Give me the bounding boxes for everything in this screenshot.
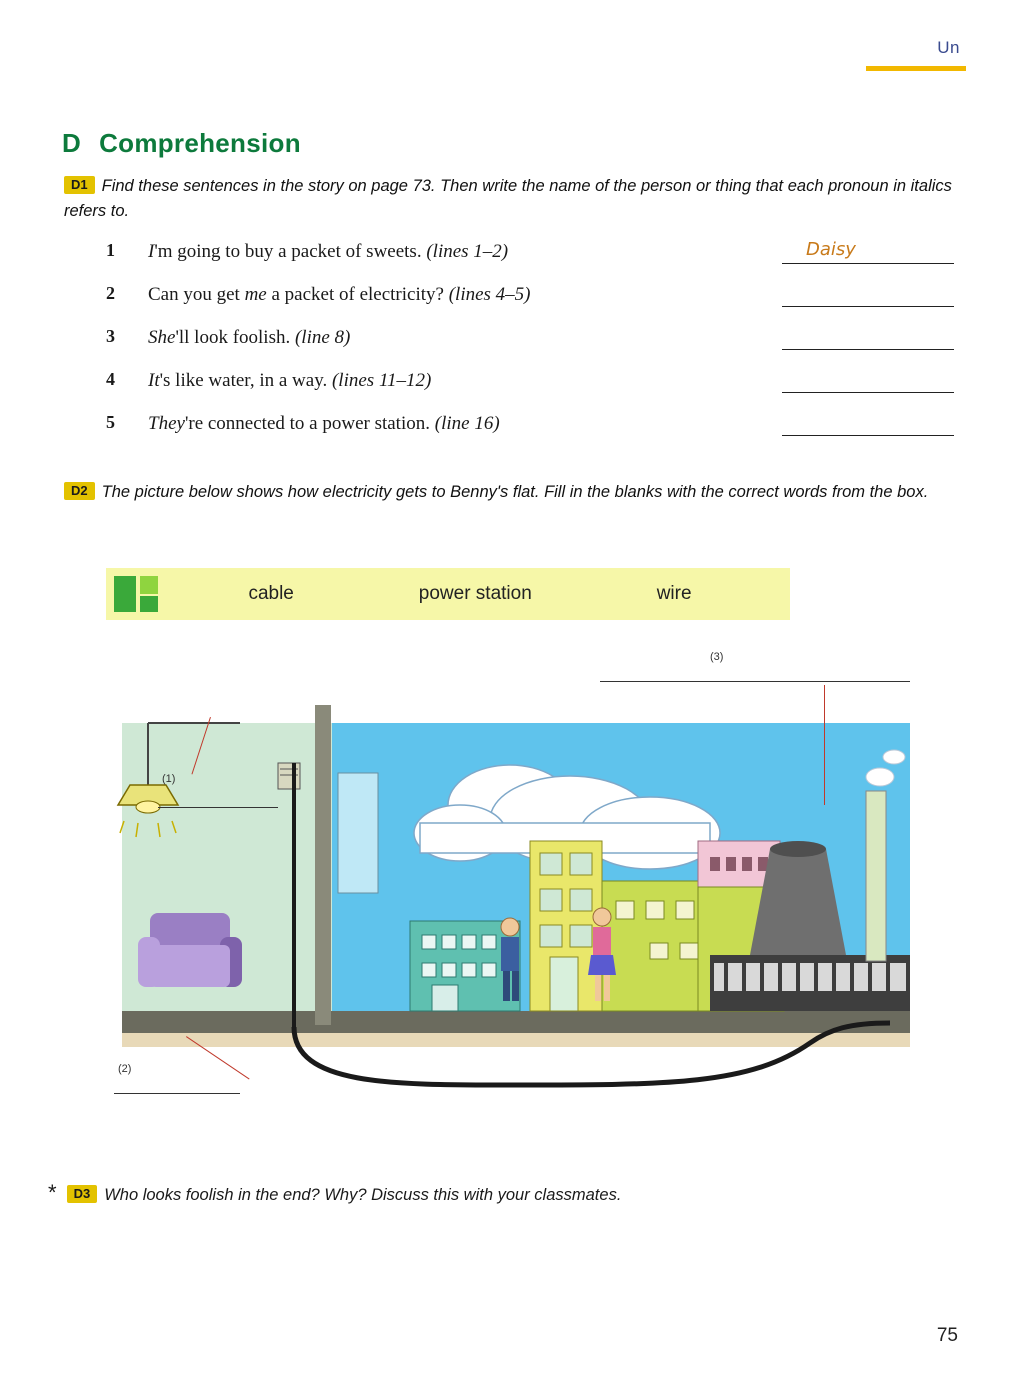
item-number: 5 [106, 411, 115, 432]
section-title-text: Comprehension [99, 128, 301, 158]
item-post: 'll look foolish. [175, 326, 291, 348]
d1-tag: D1 [64, 176, 95, 194]
item-sentence [148, 240, 768, 264]
answer-blank[interactable] [782, 369, 954, 395]
answer-blank[interactable] [782, 412, 954, 438]
answer-rule [782, 306, 954, 307]
answer-rule [782, 392, 954, 393]
list-item [64, 326, 954, 352]
item-ref: (line 8) [294, 326, 351, 348]
item-number: 3 [106, 325, 115, 346]
list-item [64, 240, 954, 266]
item-pre: Can you get [148, 283, 245, 305]
d1-instruction: Find these sentences in the story on page 73. Then write the name of the person or thing that each pronoun in italics refers to. [64, 177, 952, 220]
item-sentence [148, 412, 768, 436]
d2-tag: D2 [64, 482, 95, 500]
unit-label: Un [937, 38, 960, 57]
item-ref: (line 16) [434, 412, 500, 434]
answer-text: Daisy [806, 238, 856, 260]
list-item [64, 283, 954, 309]
item-post: 'm going to buy a packet of sweets. [154, 240, 422, 262]
blank-2-rule[interactable] [114, 1093, 240, 1094]
word-option-wire[interactable]: wire [656, 583, 692, 604]
item-pronoun: It [148, 369, 160, 391]
item-post: a packet of electricity? [266, 283, 444, 305]
word-option-power-station[interactable]: power station [418, 583, 532, 604]
item-sentence [148, 283, 768, 307]
d1-instruction-block [64, 174, 954, 224]
item-sentence [148, 326, 768, 350]
item-post: 're connected to a power station. [184, 412, 430, 434]
item-ref: (lines 4–5) [448, 283, 531, 305]
item-ref: (lines 11–12) [331, 369, 432, 391]
d3-tag: D3 [67, 1185, 98, 1203]
item-pronoun: I [148, 240, 155, 262]
star-marker: * [48, 1180, 57, 1205]
blank-3-number: (3) [710, 651, 724, 663]
section-letter: D [62, 128, 82, 158]
electricity-illustration [110, 645, 910, 1145]
exercise-d2 [64, 480, 954, 505]
item-post: 's like water, in a way. [159, 369, 328, 391]
list-item [64, 369, 954, 395]
word-bank [106, 568, 790, 620]
blank-1-rule[interactable] [158, 807, 278, 808]
word-bank-words [176, 583, 790, 605]
answer-blank[interactable] [782, 283, 954, 309]
answer-rule [782, 435, 954, 436]
answer-rule [782, 263, 954, 264]
d2-instruction-block [64, 480, 954, 505]
item-pronoun: They [148, 412, 185, 434]
d3-instruction: Who looks foolish in the end? Why? Discuss this with your classmates. [104, 1186, 622, 1204]
item-sentence [148, 369, 768, 393]
blank-3-rule[interactable] [600, 681, 910, 682]
page-number: 75 [936, 1325, 958, 1346]
d1-item-list [64, 240, 954, 438]
item-number: 4 [106, 368, 115, 389]
page-title [62, 128, 301, 159]
item-number: 2 [106, 282, 115, 303]
item-number: 1 [106, 239, 115, 260]
header-rule [866, 66, 966, 71]
d2-instruction: The picture below shows how electricity gets to Benny's flat. Fill in the blanks with the correct words from the box. [101, 483, 929, 501]
blank-3-leader [824, 685, 825, 805]
word-bank-icon [106, 568, 176, 620]
item-pronoun: me [244, 283, 267, 305]
answer-blank[interactable] [782, 326, 954, 352]
list-item [64, 412, 954, 438]
exercise-d3 [48, 1180, 948, 1206]
blank-2-number: (2) [118, 1063, 132, 1075]
answer-rule [782, 349, 954, 350]
blank-1-number: (1) [162, 773, 176, 785]
word-option-cable[interactable]: cable [248, 583, 294, 604]
item-pronoun: She [148, 326, 176, 348]
item-ref: (lines 1–2) [426, 240, 509, 262]
answer-blank[interactable] [782, 240, 954, 266]
exercise-d1 [64, 174, 954, 455]
illustration-svg [110, 645, 910, 1145]
